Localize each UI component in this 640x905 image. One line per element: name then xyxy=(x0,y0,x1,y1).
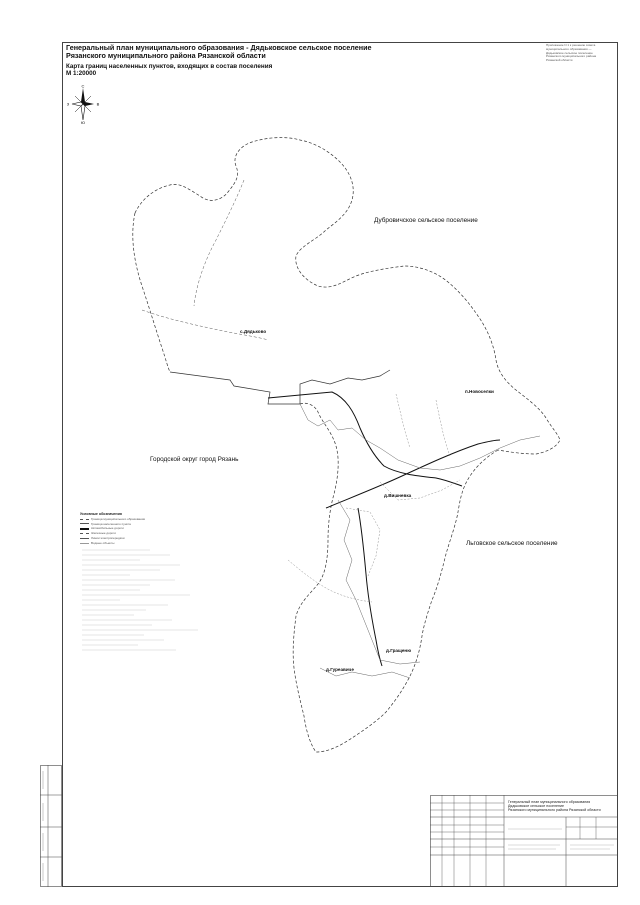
map-title-line-1: Генеральный план муниципального образования - Дядьковское сельское поселение xyxy=(66,43,372,52)
boundary-west xyxy=(133,213,170,372)
legend-label: Водные объекты xyxy=(91,540,115,545)
boundary-ryazan xyxy=(142,310,268,340)
title-block-line-1: Генеральный план муниципального образования xyxy=(508,800,591,804)
settlement-label-vishnevka: д.Вишневка xyxy=(384,493,412,498)
map-subtitle-line: Карта границ населенных пунктов, входящих в состав поселения xyxy=(66,63,273,70)
compass-north: С xyxy=(81,84,85,89)
title-block-line-3: Рязанского муниципального района Рязанской области xyxy=(508,808,601,813)
map-title-line-2: Рязанского муниципального района Рязанской области xyxy=(66,51,266,61)
legend-swatch xyxy=(80,528,89,530)
area-label-lgovskoe: Льговское сельское поселение xyxy=(466,540,558,547)
map-scale: М 1:20000 xyxy=(66,70,97,78)
title-block-line-2: Дядьковское сельское поселение xyxy=(508,804,564,809)
approval-line: Дядьковское сельское поселение xyxy=(546,50,593,55)
legend-label: Граница населенного пункта xyxy=(91,521,131,526)
legend-title: Условные обозначения xyxy=(80,512,122,516)
map-legend xyxy=(80,512,220,667)
legend-swatch xyxy=(80,523,89,524)
title-block-text xyxy=(508,800,614,813)
internal-line-2 xyxy=(396,394,410,448)
approval-line: Приложение N 1 к решению совета xyxy=(546,43,596,47)
legend-label: Железные дороги xyxy=(91,531,116,536)
legend-label: Граница муниципального образования xyxy=(91,516,146,521)
internal-line xyxy=(288,560,372,602)
internal-line-3 xyxy=(436,400,450,456)
legend-extra-rows xyxy=(80,546,220,666)
approval-line: Рязанского муниципального района xyxy=(546,54,597,59)
approval-line: муниципального образования — xyxy=(546,46,592,51)
compass-west: З xyxy=(66,101,70,107)
road-diagonal xyxy=(326,440,500,508)
area-label-dubrovichskoe: Дубровичское сельское поселение xyxy=(374,217,478,224)
road-south xyxy=(358,508,382,666)
approval-line: Рязанской области xyxy=(546,58,573,63)
settlement-label-dadkovo: с.Дядьково xyxy=(240,329,267,334)
settlement-label-gureevichi: д.Гуреавиче xyxy=(326,667,354,672)
legend-label: Линии электропередачи xyxy=(91,535,125,540)
legend-swatch xyxy=(80,538,89,539)
settlement-outline xyxy=(300,404,540,470)
compass-east: В xyxy=(96,101,100,107)
legend-swatch xyxy=(80,543,89,544)
side-stamp xyxy=(40,765,62,887)
boundary-ryazan-2 xyxy=(194,180,244,306)
legend-swatch xyxy=(80,533,89,534)
settlement-label-novoselki: п.Новоселки xyxy=(465,389,494,394)
boundary-dadkovo xyxy=(170,370,390,404)
boundary-south xyxy=(293,403,498,752)
settlement-outline-2 xyxy=(338,500,420,664)
legend-swatch xyxy=(80,519,89,520)
area-label-ryazan: Городской округ город Рязань xyxy=(150,456,239,463)
compass-south: Ю xyxy=(80,120,86,124)
boundary-north xyxy=(135,138,560,454)
settlement-label-grashchenie: д.Гращеню xyxy=(386,648,412,653)
legend-label: Автомобильные дороги xyxy=(91,526,124,531)
